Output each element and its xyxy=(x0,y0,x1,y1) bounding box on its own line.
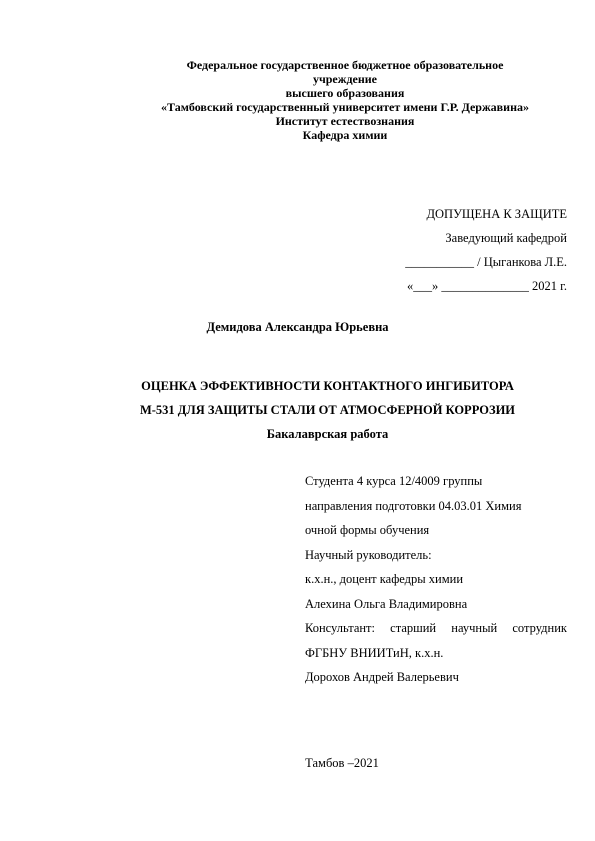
supervisor-name: Алехина Ольга Владимировна xyxy=(305,596,468,611)
work-type: Бакалаврская работа xyxy=(266,427,389,441)
header-line-institute: Институт естествознания xyxy=(275,114,415,128)
student-info xyxy=(305,469,567,690)
consultant-word: Консультант: xyxy=(305,621,375,635)
header-line-university: «Тамбовский государственный университет имени Г.Р. Державина» xyxy=(161,100,529,114)
consultant-word: старший xyxy=(390,621,437,635)
header-line-ministry: Федеральное государственное бюджетное образовательное xyxy=(186,58,504,72)
author-name: Демидова Александра Юрьевна xyxy=(206,320,389,334)
consultant-word: научный xyxy=(451,621,498,635)
consultant-line xyxy=(305,616,567,641)
header-line-institution-type: учреждение xyxy=(312,72,378,86)
city-year: Тамбов –2021 xyxy=(305,756,379,770)
consultant-name: Дорохов Андрей Валерьевич xyxy=(305,670,459,684)
thesis-title-line-1: ОЦЕНКА ЭФФЕКТИВНОСТИ КОНТАКТНОГО ИНГИБИТОРА xyxy=(141,379,514,393)
student-course-group: Студента 4 курса 12/4009 группы xyxy=(305,474,483,488)
approval-block xyxy=(405,202,567,298)
thesis-title xyxy=(0,374,595,446)
supervisor-label: Научный руководитель: xyxy=(305,547,432,562)
thesis-title-line-2: М-531 ДЛЯ ЗАЩИТЫ СТАЛИ ОТ АТМОСФЕРНОЙ КОРРОЗИИ xyxy=(139,403,516,417)
supervisor-title: к.х.н., доцент кафедры химии xyxy=(305,572,464,586)
approval-status: ДОПУЩЕНА К ЗАЩИТЕ xyxy=(426,207,567,221)
approval-signature-line: ___________ / Цыганкова Л.Е. xyxy=(405,255,567,269)
consultant-word: сотрудник xyxy=(512,621,567,635)
approval-position: Заведующий кафедрой xyxy=(445,231,567,245)
student-direction: направления подготовки 04.03.01 Химия xyxy=(305,498,522,513)
institution-header xyxy=(110,58,580,142)
header-line-education-level: высшего образования xyxy=(285,86,405,100)
student-study-form: очной формы обучения xyxy=(305,523,430,537)
header-line-department: Кафедра химии xyxy=(302,128,388,142)
approval-date-line: «___» ______________ 2021 г. xyxy=(407,279,567,293)
consultant-organization: ФГБНУ ВНИИТиН, к.х.н. xyxy=(305,645,444,660)
